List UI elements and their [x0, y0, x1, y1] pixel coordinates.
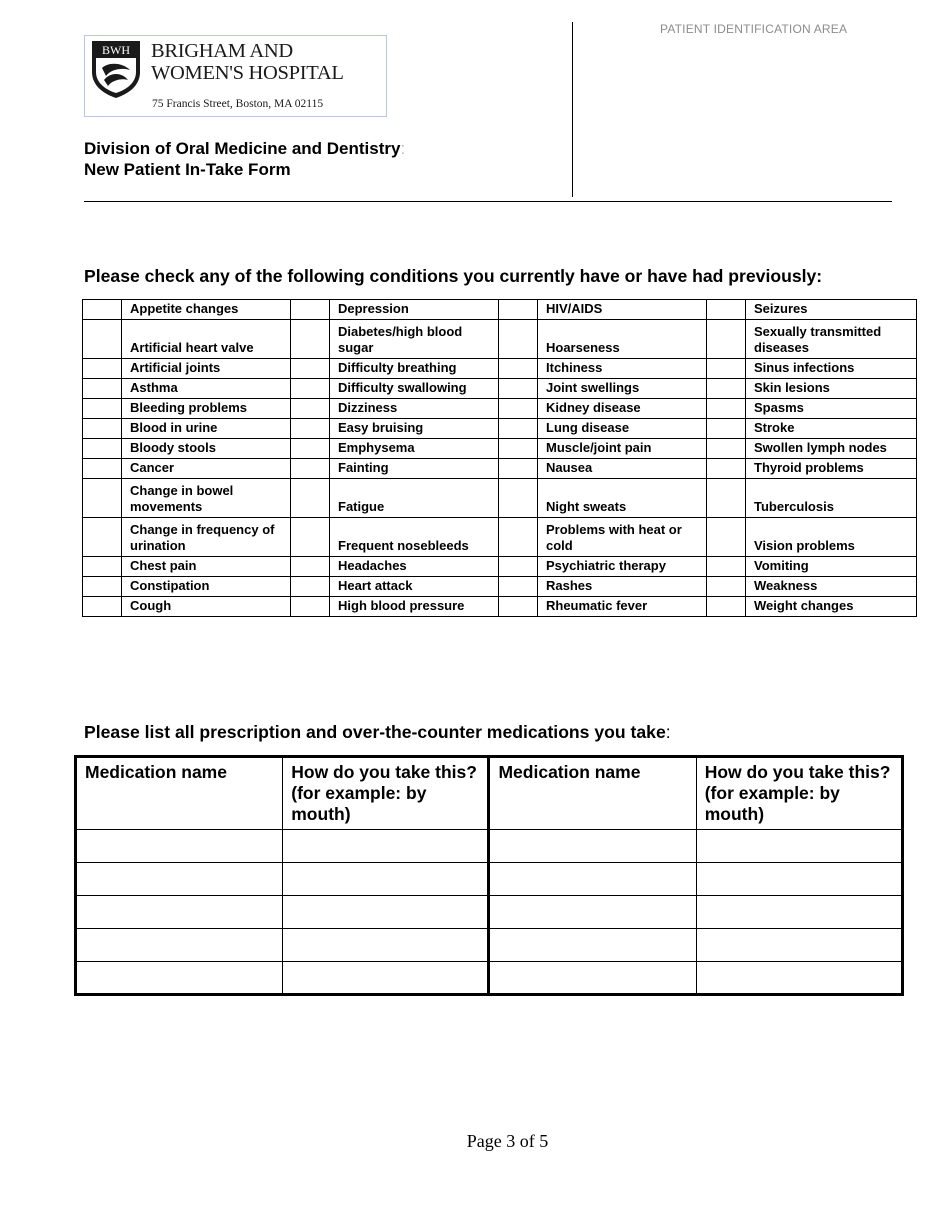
bwh-crest-icon: [88, 38, 144, 100]
condition-label: Constipation: [122, 577, 291, 597]
how-taken-entry[interactable]: [696, 863, 902, 896]
medication-name-entry[interactable]: [76, 830, 283, 863]
header-rule: [84, 201, 892, 202]
condition-label: Artificial heart valve: [122, 320, 291, 359]
condition-checkbox[interactable]: [83, 379, 122, 399]
condition-checkbox[interactable]: [707, 439, 746, 459]
conditions-row: [83, 320, 917, 359]
condition-label: Rashes: [538, 577, 707, 597]
how-taken-entry[interactable]: [283, 962, 489, 995]
condition-checkbox[interactable]: [291, 459, 330, 479]
how-taken-entry[interactable]: [283, 929, 489, 962]
condition-checkbox[interactable]: [291, 419, 330, 439]
hospital-logo: [84, 35, 387, 117]
condition-checkbox[interactable]: [499, 557, 538, 577]
medication-name-entry[interactable]: [489, 830, 696, 863]
condition-label: Bleeding problems: [122, 399, 291, 419]
condition-checkbox[interactable]: [83, 557, 122, 577]
condition-checkbox[interactable]: [499, 459, 538, 479]
condition-checkbox[interactable]: [499, 439, 538, 459]
condition-checkbox[interactable]: [499, 399, 538, 419]
conditions-row: [83, 419, 917, 439]
condition-label: Problems with heat or cold: [538, 518, 707, 557]
condition-checkbox[interactable]: [707, 359, 746, 379]
condition-checkbox[interactable]: [291, 597, 330, 617]
conditions-row: [83, 399, 917, 419]
how-taken-entry[interactable]: [283, 896, 489, 929]
condition-label: Thyroid problems: [746, 459, 917, 479]
condition-checkbox[interactable]: [83, 518, 122, 557]
medication-entry-row: [76, 962, 903, 995]
medication-entry-row: [76, 929, 903, 962]
how-taken-entry[interactable]: [696, 830, 902, 863]
condition-checkbox[interactable]: [83, 479, 122, 518]
form-title: New Patient In-Take Form: [84, 160, 291, 179]
conditions-row: [83, 577, 917, 597]
condition-label: Sinus infections: [746, 359, 917, 379]
condition-label: Appetite changes: [122, 300, 291, 320]
medication-name-entry[interactable]: [76, 863, 283, 896]
condition-label: Joint swellings: [538, 379, 707, 399]
medications-table: [74, 755, 904, 996]
medications-header-row: [76, 757, 903, 830]
condition-label: Weight changes: [746, 597, 917, 617]
hospital-name: BRIGHAM AND WOMEN'S HOSPITAL: [151, 40, 344, 84]
condition-checkbox[interactable]: [83, 419, 122, 439]
medication-name-entry[interactable]: [489, 896, 696, 929]
condition-checkbox[interactable]: [83, 439, 122, 459]
condition-label: Frequent nosebleeds: [330, 518, 499, 557]
division-title: Division of Oral Medicine and Dentistry:: [84, 139, 406, 158]
condition-checkbox[interactable]: [707, 518, 746, 557]
conditions-row: [83, 479, 917, 518]
how-taken-header: How do you take this? (for example: by mouth): [696, 757, 902, 830]
condition-checkbox[interactable]: [707, 597, 746, 617]
conditions-row: [83, 459, 917, 479]
condition-label: Stroke: [746, 419, 917, 439]
condition-checkbox[interactable]: [499, 597, 538, 617]
condition-checkbox[interactable]: [707, 300, 746, 320]
condition-label: Night sweats: [538, 479, 707, 518]
header-vertical-divider: [572, 22, 573, 197]
condition-checkbox[interactable]: [707, 320, 746, 359]
condition-checkbox[interactable]: [291, 439, 330, 459]
condition-checkbox[interactable]: [707, 419, 746, 439]
medication-name-header: Medication name: [489, 757, 696, 830]
condition-label: Fainting: [330, 459, 499, 479]
conditions-row: [83, 359, 917, 379]
condition-checkbox[interactable]: [707, 379, 746, 399]
condition-checkbox[interactable]: [499, 300, 538, 320]
conditions-heading: Please check any of the following conditions you currently have or have had previously:: [84, 266, 823, 286]
condition-label: Sexually transmitted diseases: [746, 320, 917, 359]
condition-checkbox[interactable]: [291, 379, 330, 399]
condition-label: Muscle/joint pain: [538, 439, 707, 459]
condition-label: Hoarseness: [538, 320, 707, 359]
conditions-row: [83, 597, 917, 617]
condition-label: Change in bowel movements: [122, 479, 291, 518]
condition-label: Cancer: [122, 459, 291, 479]
medications-heading: Please list all prescription and over-the-counter medications you take:: [84, 722, 671, 742]
medication-name-entry[interactable]: [489, 929, 696, 962]
condition-label: Artificial joints: [122, 359, 291, 379]
condition-label: Chest pain: [122, 557, 291, 577]
condition-checkbox[interactable]: [291, 577, 330, 597]
medication-entry-row: [76, 896, 903, 929]
medication-entry-row: [76, 830, 903, 863]
condition-checkbox[interactable]: [83, 597, 122, 617]
condition-checkbox[interactable]: [291, 518, 330, 557]
condition-checkbox[interactable]: [291, 557, 330, 577]
how-taken-entry[interactable]: [696, 962, 902, 995]
condition-checkbox[interactable]: [499, 379, 538, 399]
hospital-address: 75 Francis Street, Boston, MA 02115: [152, 98, 324, 110]
svg-text:BWH: BWH: [102, 43, 130, 57]
how-taken-entry[interactable]: [283, 863, 489, 896]
condition-checkbox[interactable]: [499, 518, 538, 557]
condition-checkbox[interactable]: [499, 419, 538, 439]
condition-label: HIV/AIDS: [538, 300, 707, 320]
condition-label: Seizures: [746, 300, 917, 320]
patient-id-area-label: PATIENT IDENTIFICATION AREA: [660, 22, 848, 36]
condition-label: Headaches: [330, 557, 499, 577]
condition-label: Vomiting: [746, 557, 917, 577]
condition-label: Asthma: [122, 379, 291, 399]
condition-checkbox[interactable]: [83, 577, 122, 597]
condition-label: Dizziness: [330, 399, 499, 419]
condition-label: Change in frequency of urination: [122, 518, 291, 557]
condition-checkbox[interactable]: [499, 320, 538, 359]
condition-label: Lung disease: [538, 419, 707, 439]
conditions-row: [83, 379, 917, 399]
condition-checkbox[interactable]: [707, 577, 746, 597]
condition-checkbox[interactable]: [499, 359, 538, 379]
conditions-row: [83, 300, 917, 320]
condition-label: Difficulty breathing: [330, 359, 499, 379]
condition-checkbox[interactable]: [291, 300, 330, 320]
condition-checkbox[interactable]: [83, 359, 122, 379]
medication-name-header: Medication name: [76, 757, 283, 830]
page-number: Page 3 of 5: [466, 1131, 549, 1151]
condition-label: Swollen lymph nodes: [746, 439, 917, 459]
condition-label: Vision problems: [746, 518, 917, 557]
condition-label: Fatigue: [330, 479, 499, 518]
condition-label: Nausea: [538, 459, 707, 479]
condition-label: Depression: [330, 300, 499, 320]
condition-label: Itchiness: [538, 359, 707, 379]
how-taken-entry[interactable]: [283, 830, 489, 863]
condition-label: Rheumatic fever: [538, 597, 707, 617]
medication-name-entry[interactable]: [489, 863, 696, 896]
condition-checkbox[interactable]: [83, 320, 122, 359]
medication-name-entry[interactable]: [76, 962, 283, 995]
how-taken-entry[interactable]: [696, 929, 902, 962]
condition-checkbox[interactable]: [291, 399, 330, 419]
medication-name-entry[interactable]: [76, 896, 283, 929]
condition-label: Spasms: [746, 399, 917, 419]
condition-checkbox[interactable]: [83, 459, 122, 479]
condition-label: Difficulty swallowing: [330, 379, 499, 399]
condition-label: Blood in urine: [122, 419, 291, 439]
condition-checkbox[interactable]: [707, 557, 746, 577]
condition-checkbox[interactable]: [499, 577, 538, 597]
medication-name-entry[interactable]: [76, 929, 283, 962]
how-taken-header: How do you take this? (for example: by mouth): [283, 757, 489, 830]
how-taken-entry[interactable]: [696, 896, 902, 929]
condition-checkbox[interactable]: [291, 479, 330, 518]
condition-label: Weakness: [746, 577, 917, 597]
condition-checkbox[interactable]: [707, 399, 746, 419]
condition-label: High blood pressure: [330, 597, 499, 617]
conditions-row: [83, 518, 917, 557]
medication-entry-row: [76, 863, 903, 896]
condition-label: Tuberculosis: [746, 479, 917, 518]
condition-checkbox[interactable]: [83, 300, 122, 320]
condition-checkbox[interactable]: [499, 479, 538, 518]
condition-label: Emphysema: [330, 439, 499, 459]
conditions-row: [83, 439, 917, 459]
conditions-table: [82, 299, 917, 617]
condition-checkbox[interactable]: [83, 399, 122, 419]
condition-label: Psychiatric therapy: [538, 557, 707, 577]
condition-label: Diabetes/high blood sugar: [330, 320, 499, 359]
condition-label: Easy bruising: [330, 419, 499, 439]
condition-checkbox[interactable]: [291, 320, 330, 359]
condition-label: Bloody stools: [122, 439, 291, 459]
condition-checkbox[interactable]: [707, 479, 746, 518]
condition-label: Heart attack: [330, 577, 499, 597]
condition-checkbox[interactable]: [291, 359, 330, 379]
condition-label: Skin lesions: [746, 379, 917, 399]
condition-checkbox[interactable]: [707, 459, 746, 479]
conditions-row: [83, 557, 917, 577]
condition-label: Cough: [122, 597, 291, 617]
medication-name-entry[interactable]: [489, 962, 696, 995]
condition-label: Kidney disease: [538, 399, 707, 419]
